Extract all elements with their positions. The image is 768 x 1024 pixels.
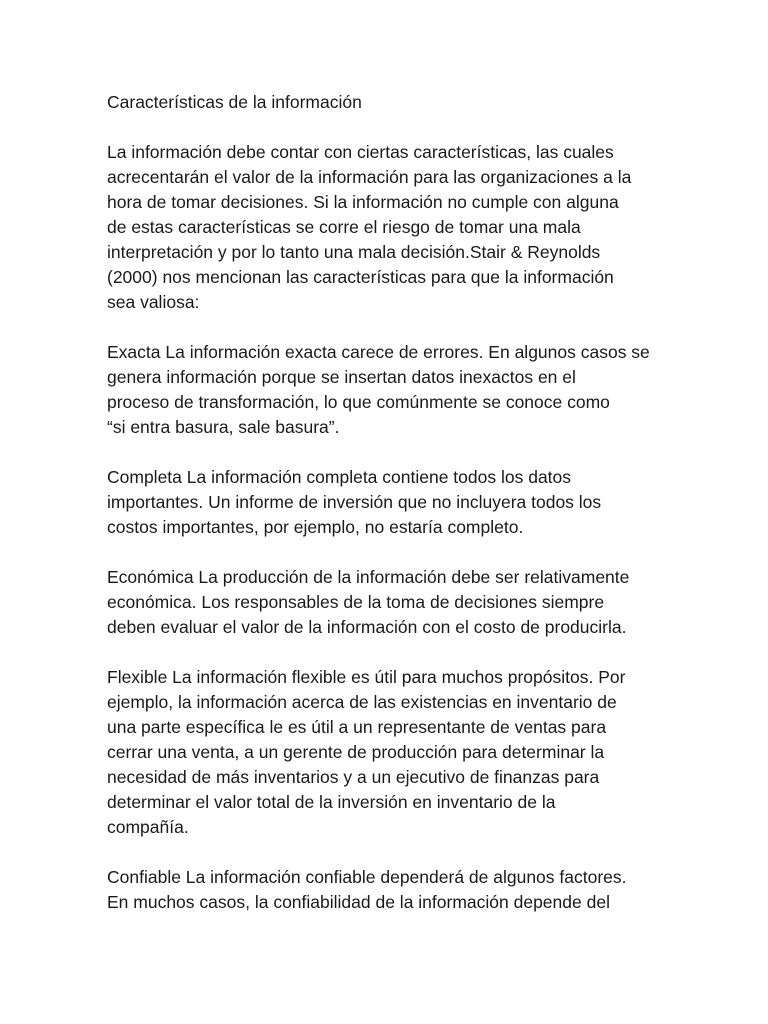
document-title: Características de la información: [107, 92, 362, 112]
paragraph-flexible: Flexible La información flexible es útil para muchos propósitos. Por ejemplo, la información acerca de las existencias en inventario de una parte específica le es útil a un representante de ventas para cerrar una venta, a un gerente de producción para determinar la necesidad de más inventarios y a un ejecutivo de finanzas para determinar el valor total de la inversión en inventario de la compañía.: [107, 667, 626, 837]
paragraph-economica: Económica La producción de la información debe ser relativamente económica. Los responsables de la toma de decisiones siempre deben evaluar el valor de la información con el costo de producirla.: [107, 567, 630, 637]
paragraph-confiable: Confiable La información confiable dependerá de algunos factores. En muchos casos, la confiabilidad de la información depende del: [107, 867, 627, 912]
paragraph-intro: La información debe contar con ciertas características, las cuales acrecentarán el valor de la información para las organizaciones a la hora de tomar decisiones. Si la información no cumple con alguna de estas características se corre el riesgo de tomar una mala interpretación y por lo tanto una mala decisión.Stair & Reynolds (2000) nos mencionan las características para que la información sea valiosa:: [107, 142, 632, 312]
paragraph-exacta: Exacta La información exacta carece de errores. En algunos casos se genera información porque se insertan datos inexactos en el proceso de transformación, lo que comúnmente se conoce como “si entra basura, sale basura”.: [107, 342, 650, 437]
paragraph-completa: Completa La información completa contiene todos los datos importantes. Un informe de inversión que no incluyera todos los costos importantes, por ejemplo, no estaría completo.: [107, 467, 602, 537]
